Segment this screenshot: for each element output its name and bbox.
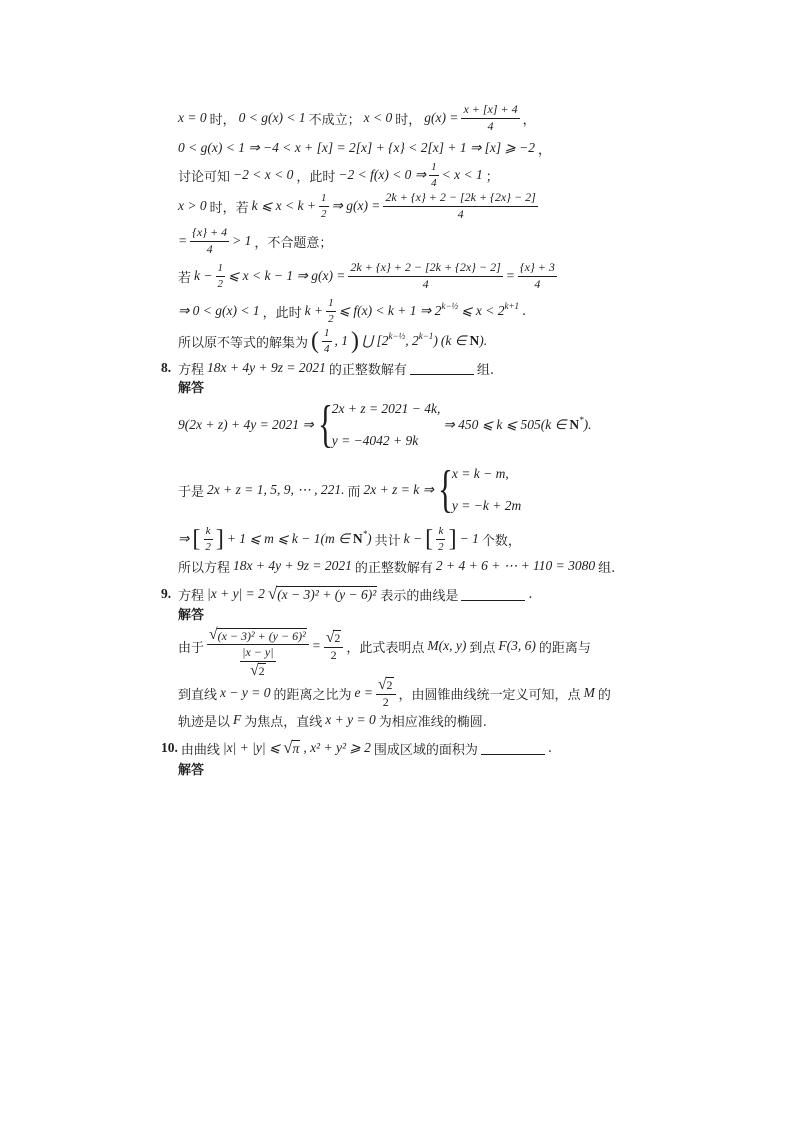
fraction-numerator (207, 627, 309, 645)
exponent: k−1 (418, 331, 434, 341)
body-text: ，此时 (296, 169, 336, 185)
body-text: 时，若 (209, 200, 249, 216)
natural-numbers-symbol: N (352, 531, 363, 546)
question-9 (161, 584, 532, 604)
fraction-numerator: |x − y| (240, 646, 275, 662)
body-text: ，不合题意； (254, 235, 333, 251)
math-text: −2 < x < 0 (233, 167, 294, 182)
math-text: (k ∈ (440, 333, 467, 348)
math-text: , 2 (405, 333, 419, 348)
square-root (209, 627, 307, 643)
math-text: 0 < g(x) < 1 (238, 110, 306, 125)
answer-blank (481, 742, 545, 755)
left-brace: { (437, 461, 453, 518)
math-text: ). (479, 333, 488, 348)
math-text: , x² + y² ⩾ 2 (303, 740, 371, 755)
body-text: 由曲线 (180, 742, 220, 758)
math-text: x = 0 (178, 110, 207, 125)
math-text: x > 0 (178, 198, 207, 213)
math-text: g(x) = (424, 110, 459, 125)
body-text: 的 (597, 687, 611, 703)
distance-ratio-fraction (207, 627, 309, 678)
solution-line-18 (178, 675, 611, 709)
fraction-numerator: 2k + {x} + 2 − [2k + {2x} − 2] (383, 191, 537, 207)
body-text: 时， (395, 112, 422, 128)
math-text: ⩽ x < 2 (461, 303, 505, 318)
square-root (250, 663, 266, 679)
math-text: x − y = 0 (220, 685, 271, 700)
math-text: > 1 (232, 233, 252, 248)
fraction (461, 103, 519, 134)
left-brace: { (317, 396, 333, 453)
body-text: ，此时 (262, 305, 302, 321)
fraction-denominator: 2 (382, 694, 389, 709)
math-text: x < 0 (363, 110, 393, 125)
fraction-denominator: 4 (457, 206, 464, 221)
fraction-denominator: 4 (431, 176, 437, 189)
fraction-denominator: 2 (205, 540, 211, 553)
interval-expression (362, 333, 438, 349)
math-text: k − (194, 268, 213, 283)
fraction (383, 191, 537, 222)
solution-line-12 (178, 461, 522, 518)
body-text: 的距离与 (538, 640, 591, 656)
math-text: 18x + 4y + 9z = 2021 (233, 558, 352, 573)
math-text: , 1 (334, 333, 349, 348)
square-root (283, 737, 300, 757)
answer-heading-10 (178, 760, 204, 776)
body-text: 组. (598, 560, 616, 576)
math-text: ) (367, 531, 372, 546)
math-text: F (233, 712, 242, 727)
math-text: 2x + z = k ⇒ (363, 482, 434, 497)
radical-sign: √ (283, 737, 293, 757)
fraction-denominator: 2 (321, 207, 327, 220)
fraction (216, 262, 226, 290)
body-text: 于是 (178, 484, 205, 500)
solution-line-3 (178, 162, 499, 188)
question-8 (161, 360, 494, 376)
body-text: 方程 (178, 362, 205, 378)
question-number: 10. (161, 740, 178, 755)
cases-rows (452, 466, 521, 514)
radical-sign: √ (209, 626, 218, 644)
solution-line-14 (178, 558, 615, 574)
fraction-numerator: k (436, 525, 445, 540)
math-text: − 1 (459, 531, 479, 546)
body-text: ， (522, 112, 536, 128)
answer-blank (461, 588, 525, 601)
exponent: k−½ (388, 331, 406, 341)
radical-sign: √ (325, 628, 335, 646)
case-row-2: y = −4042 + 9k (331, 433, 419, 448)
fraction (326, 297, 336, 325)
math-text: ) (433, 333, 438, 348)
body-text: . (528, 586, 533, 602)
solution-line-5 (178, 224, 333, 256)
body-text: ； (485, 169, 499, 185)
body-text: 时， (209, 112, 236, 128)
body-text: ，由圆锥曲线统一定义可知，点 (398, 687, 581, 703)
body-text: 若 (178, 270, 192, 286)
fraction (322, 327, 332, 355)
fraction (203, 525, 213, 553)
solution-line-7 (178, 298, 526, 324)
math-text: ). (583, 417, 592, 432)
math-text: = (178, 233, 188, 248)
math-text: e = (354, 685, 373, 700)
fraction-numerator: k (204, 525, 213, 540)
math-text: 0 < g(x) < 1 ⇒ −4 < x + [x] = 2[x] + {x} < 2[x] + 1 ⇒ [x] ⩾ −2 (178, 140, 536, 155)
cases (437, 461, 522, 518)
fraction-denominator: 2 (330, 647, 337, 662)
fraction (190, 226, 229, 257)
case-row-2: y = −k + 2m (451, 498, 522, 513)
body-text: 围成区域的面积为 (373, 742, 478, 758)
answer-label: 解答 (178, 762, 205, 778)
math-text: ⇒ 450 ⩽ k ⩽ 505(k ∈ (443, 417, 567, 432)
body-text: 所以方程 (178, 560, 231, 576)
natural-numbers-symbol: N (469, 333, 480, 348)
body-text: 为焦点，直线 (244, 714, 323, 730)
radical-sign: √ (377, 675, 387, 693)
body-text: 到直线 (178, 687, 218, 703)
exponent: k−½ (441, 301, 459, 311)
fraction-numerator: 1 (429, 161, 439, 176)
fraction (324, 630, 344, 663)
fraction-numerator: x + [x] + 4 (461, 103, 519, 119)
fraction-denominator (238, 645, 277, 679)
fraction-denominator: 4 (324, 342, 330, 355)
question-10 (161, 738, 552, 758)
math-text: = (505, 268, 515, 283)
answer-heading-8 (178, 378, 204, 394)
power-expression (339, 303, 459, 319)
answer-blank (410, 362, 474, 375)
left-bracket: [ (425, 526, 434, 552)
fraction-denominator: 4 (487, 118, 494, 133)
body-text: 所以原不等式的解集为 (178, 335, 309, 351)
math-text: 9(2x + z) + 4y = 2021 ⇒ (178, 417, 314, 432)
math-text: 2x + z = 1, 5, 9, ⋯ , 221. (207, 482, 345, 497)
left-bracket: [ (192, 526, 201, 552)
solution-line-11 (178, 398, 591, 452)
body-text: 而 (347, 484, 361, 500)
radicand: 2 (258, 664, 265, 679)
body-text: 方程 (178, 588, 205, 604)
body-text: 表示的曲线是 (380, 588, 459, 604)
math-text: k + (304, 303, 324, 318)
answer-label: 解答 (178, 380, 205, 396)
solution-line-13 (178, 526, 521, 552)
fraction-denominator: 2 (217, 277, 223, 290)
fraction-numerator: {x} + 4 (190, 226, 229, 242)
body-text: 到点 (469, 640, 496, 656)
math-text: ⩽ x < k − 1 ⇒ g(x) = (228, 268, 346, 283)
fraction-numerator: 1 (322, 327, 332, 342)
fraction (319, 192, 329, 220)
question-number: 8. (161, 360, 172, 375)
positive-marker: * (579, 415, 584, 425)
power-expression (461, 303, 519, 319)
math-text: 2 + 4 + 6 + ⋯ + 110 = 3080 (435, 558, 596, 573)
math-text: M (583, 685, 595, 700)
math-text: + 1 ⩽ m ⩽ k − 1(m ∈ (226, 531, 350, 546)
cases (317, 396, 441, 453)
body-text: 轨迹是以 (178, 714, 231, 730)
fraction (436, 525, 446, 553)
fraction-denominator: 4 (422, 276, 429, 291)
math-text: |x + y| = 2 (207, 586, 265, 601)
inner-fraction (240, 646, 275, 679)
math-text: x + y = 0 (325, 712, 376, 727)
body-text: 的正整数解有 (354, 560, 433, 576)
fraction (348, 261, 502, 292)
body-text: 的正整数解有 (328, 362, 407, 378)
math-text: ⇒ 0 < g(x) < 1 (178, 303, 260, 318)
radical-sign: √ (250, 661, 259, 679)
fraction-denominator: 2 (438, 540, 444, 553)
body-text: 个数， (481, 533, 521, 549)
body-text: ， (538, 142, 552, 158)
fraction-numerator (376, 677, 396, 695)
body-text: . (522, 303, 527, 319)
domain-expression (227, 531, 372, 547)
body-text: 共计 (374, 533, 401, 549)
math-text: ⋃ [2 (362, 333, 389, 348)
fraction-numerator: 1 (319, 192, 329, 207)
exponent: k+1 (504, 301, 520, 311)
math-text: M(x, y) (427, 638, 467, 653)
fraction-numerator: 2k + {x} + 2 − [2k + {2x} − 2] (348, 261, 502, 277)
math-text: = (311, 638, 321, 653)
radicand: 2 (386, 678, 393, 693)
math-text: k ⩽ x < k + (251, 198, 317, 213)
solution-line-1 (178, 101, 536, 133)
fraction-numerator: {x} + 3 (518, 261, 557, 277)
fraction-denominator: 4 (206, 241, 213, 256)
radicand: (x − 3)² + (y − 6)² (277, 586, 377, 602)
fraction (376, 677, 396, 710)
fraction-numerator (324, 630, 344, 648)
body-text: 组. (476, 362, 494, 378)
right-bracket: ] (448, 526, 457, 552)
math-text: ⇒ (178, 531, 190, 546)
fraction-denominator: 4 (534, 276, 541, 291)
body-text: 讨论可知 (178, 169, 231, 185)
math-text: k − (403, 531, 423, 546)
left-paren: ( (311, 328, 320, 354)
math-text: |x| + |y| ⩽ (222, 740, 281, 755)
solution-line-2 (178, 140, 551, 156)
body-text: ，此式表明点 (346, 640, 425, 656)
solution-line-4 (178, 189, 538, 221)
solution-line-6 (178, 259, 557, 291)
case-row-1: x = k − m, (451, 466, 509, 481)
case-row-1: 2x + z = 2021 − 4k, (331, 401, 441, 416)
question-number: 9. (161, 586, 172, 601)
math-text: −2 < f(x) < 0 ⇒ (338, 167, 427, 182)
right-paren: ) (351, 328, 360, 354)
radicand: π (292, 740, 300, 756)
fraction (429, 161, 439, 189)
natural-numbers-symbol: N (569, 417, 580, 432)
solution-line-8 (178, 327, 487, 355)
body-text: . (547, 740, 552, 756)
domain-expression (443, 417, 591, 433)
positive-marker: * (362, 529, 368, 539)
square-root (326, 630, 342, 646)
answer-heading-9 (178, 605, 204, 621)
math-text: ⩽ f(x) < k + 1 ⇒ 2 (338, 303, 442, 318)
math-text: 18x + 4y + 9z = 2021 (207, 360, 326, 375)
square-root (378, 677, 394, 693)
body-text: 由于 (178, 640, 205, 656)
body-text: 为相应准线的椭圆. (378, 714, 487, 730)
math-text: F(3, 6) (498, 638, 536, 653)
fraction-denominator: 2 (328, 312, 334, 325)
body-text: 不成立； (308, 112, 361, 128)
fraction-numerator: 1 (216, 262, 226, 277)
radicand: 2 (334, 631, 341, 646)
domain-expression (441, 333, 487, 349)
right-bracket: ] (215, 526, 224, 552)
body-text: 的距离之比为 (273, 687, 352, 703)
fraction-numerator: 1 (326, 297, 336, 312)
solution-line-17 (178, 622, 591, 679)
solution-line-19 (178, 712, 487, 728)
math-text: < x < 1 (441, 167, 483, 182)
radicand: (x − 3)² + (y − 6)² (217, 628, 306, 643)
square-root (267, 583, 377, 603)
radical-sign: √ (267, 583, 278, 603)
fraction-denominator (248, 662, 268, 679)
fraction (518, 261, 557, 292)
cases-rows (332, 401, 441, 449)
math-text: ⇒ g(x) = (331, 198, 381, 213)
answer-label: 解答 (178, 607, 205, 623)
